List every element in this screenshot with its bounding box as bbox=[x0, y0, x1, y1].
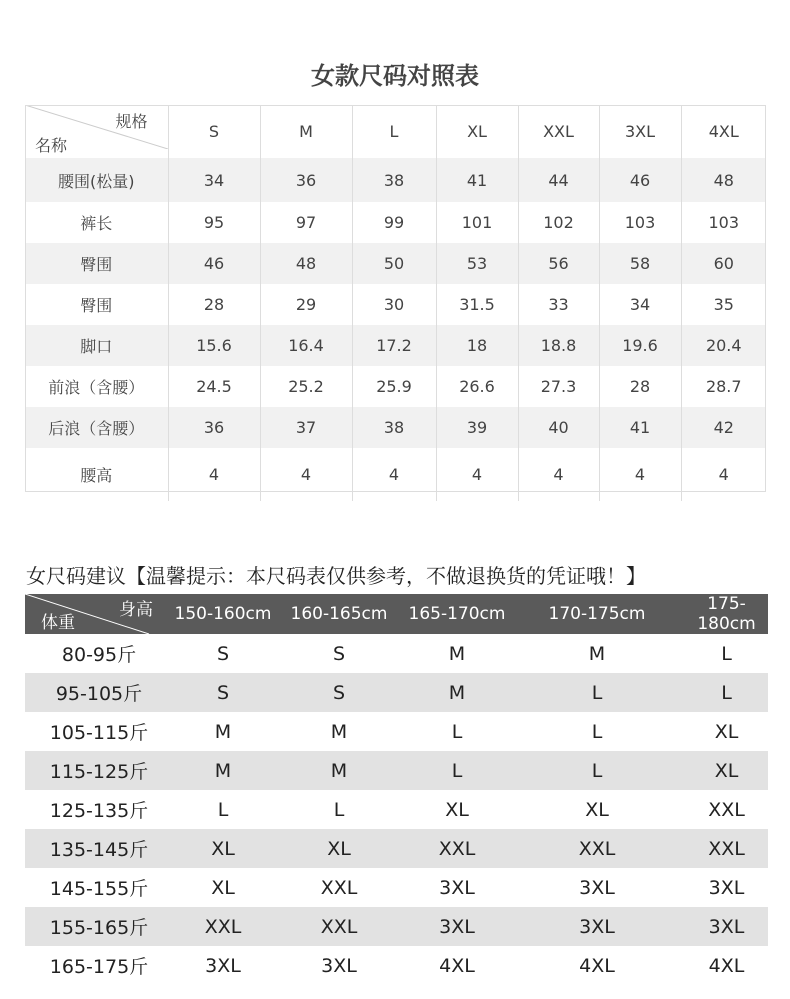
size-header-m: M bbox=[260, 105, 352, 158]
measurement-name: 臀围 bbox=[25, 243, 168, 284]
suggested-size: L bbox=[405, 751, 509, 790]
measurement-value: 36 bbox=[260, 158, 352, 202]
measurement-value: 18.8 bbox=[518, 325, 599, 366]
suggested-size: 3XL bbox=[405, 907, 509, 946]
suggested-size: 3XL bbox=[708, 876, 745, 899]
weight-range: 115-125斤 bbox=[25, 751, 173, 790]
measurement-value: 34 bbox=[168, 158, 260, 202]
weight-range: 95-105斤 bbox=[25, 673, 173, 712]
measurement-value: 40 bbox=[518, 407, 599, 448]
measurement-value: 20.4 bbox=[681, 325, 766, 366]
measurement-name: 腰高 bbox=[80, 466, 113, 485]
suggested-size: L bbox=[591, 720, 603, 743]
measurement-value: 60 bbox=[681, 243, 766, 284]
measurement-value: 48 bbox=[260, 243, 352, 284]
weight-range: 165-175斤 bbox=[49, 956, 149, 978]
measurement-value: 15.6 bbox=[168, 325, 260, 366]
measurement-value: 25.2 bbox=[260, 366, 352, 407]
suggestion-row bbox=[25, 907, 768, 946]
measurement-value: 58 bbox=[599, 243, 681, 284]
suggested-size: L bbox=[451, 720, 463, 743]
corner-label-height: 身高 bbox=[119, 600, 153, 620]
suggestion-table bbox=[25, 594, 768, 985]
measurement-value: 35 bbox=[681, 284, 766, 325]
suggested-size: S bbox=[332, 642, 346, 665]
measurement-value: 28 bbox=[599, 366, 681, 407]
suggested-size: L bbox=[333, 798, 345, 821]
measurement-value: 18 bbox=[436, 325, 518, 366]
suggested-size: S bbox=[173, 673, 273, 712]
weight-range: 145-155斤 bbox=[49, 878, 149, 900]
weight-range: 105-115斤 bbox=[49, 722, 149, 744]
size-chart-row bbox=[25, 158, 766, 202]
suggested-size: L bbox=[721, 642, 732, 665]
measurement-value: 30 bbox=[352, 284, 436, 325]
height-header-4: 170-175cm bbox=[509, 594, 685, 634]
suggested-size: XL bbox=[445, 798, 469, 821]
suggested-size: L bbox=[509, 673, 685, 712]
height-header-3: 165-170cm bbox=[405, 594, 509, 634]
suggestion-row bbox=[25, 634, 768, 673]
measurement-value: 4 bbox=[518, 448, 599, 501]
measurement-value: 53 bbox=[436, 243, 518, 284]
measurement-name: 裤长 bbox=[80, 214, 113, 233]
measurement-value: 28 bbox=[168, 284, 260, 325]
size-header-l: L bbox=[352, 105, 436, 158]
measurement-value: 4 bbox=[436, 448, 518, 501]
suggested-size: 3XL bbox=[509, 907, 685, 946]
suggested-size: 3XL bbox=[321, 954, 357, 977]
size-chart-table bbox=[25, 105, 766, 501]
suggestion-header-row bbox=[25, 594, 768, 634]
suggested-size: S bbox=[216, 642, 230, 665]
size-header-s: S bbox=[168, 105, 260, 158]
measurement-value: 95 bbox=[168, 202, 260, 243]
weight-range: 135-145斤 bbox=[25, 829, 173, 868]
measurement-value: 102 bbox=[518, 202, 599, 243]
measurement-value: 4 bbox=[168, 448, 260, 501]
measurement-value: 101 bbox=[436, 202, 518, 243]
measurement-value: 103 bbox=[681, 202, 766, 243]
suggestion-row bbox=[25, 673, 768, 712]
suggestion-corner-cell bbox=[25, 594, 173, 634]
suggested-size: XL bbox=[273, 829, 405, 868]
weight-range: 155-165斤 bbox=[25, 907, 173, 946]
measurement-value: 99 bbox=[352, 202, 436, 243]
suggested-size: 3XL bbox=[579, 876, 615, 899]
size-header-xl: XL bbox=[436, 105, 518, 158]
suggested-size: XL bbox=[714, 720, 739, 743]
size-chart-row bbox=[25, 448, 766, 501]
suggestion-row bbox=[25, 829, 768, 868]
weight-range: 80-95斤 bbox=[61, 644, 137, 666]
measurement-value: 17.2 bbox=[352, 325, 436, 366]
suggested-size: XL bbox=[685, 751, 768, 790]
corner-label-spec: 规格 bbox=[115, 112, 148, 131]
suggested-size: M bbox=[448, 642, 466, 665]
suggested-size: M bbox=[273, 751, 405, 790]
suggestion-row bbox=[25, 790, 768, 829]
size-chart-corner-cell bbox=[25, 105, 168, 158]
suggested-size: 3XL bbox=[205, 954, 241, 977]
measurement-value: 4 bbox=[260, 448, 352, 501]
suggested-size: 4XL bbox=[708, 954, 745, 977]
suggested-size: M bbox=[330, 720, 348, 743]
measurement-value: 38 bbox=[352, 158, 436, 202]
suggested-size: XXL bbox=[273, 907, 405, 946]
measurement-value: 48 bbox=[681, 158, 766, 202]
measurement-value: 36 bbox=[168, 407, 260, 448]
suggested-size: XL bbox=[173, 829, 273, 868]
measurement-name: 臀围 bbox=[80, 296, 113, 315]
measurement-value: 16.4 bbox=[260, 325, 352, 366]
suggested-size: XXL bbox=[320, 876, 358, 899]
size-header-4xl: 4XL bbox=[681, 105, 766, 158]
measurement-value: 39 bbox=[436, 407, 518, 448]
measurement-name: 前浪（含腰） bbox=[48, 378, 145, 397]
size-chart-row bbox=[25, 202, 766, 243]
measurement-value: 46 bbox=[599, 158, 681, 202]
suggested-size: M bbox=[588, 642, 606, 665]
measurement-value: 28.7 bbox=[681, 366, 766, 407]
measurement-value: 4 bbox=[681, 448, 766, 501]
measurement-value: 24.5 bbox=[168, 366, 260, 407]
suggested-size: XXL bbox=[509, 829, 685, 868]
measurement-value: 41 bbox=[599, 407, 681, 448]
measurement-value: 97 bbox=[260, 202, 352, 243]
size-header-xxl: XXL bbox=[518, 105, 599, 158]
suggestion-row bbox=[25, 712, 768, 751]
measurement-name: 后浪（含腰） bbox=[25, 407, 168, 448]
measurement-name: 脚口 bbox=[25, 325, 168, 366]
measurement-value: 103 bbox=[599, 202, 681, 243]
suggested-size: XXL bbox=[708, 798, 745, 821]
measurement-value: 41 bbox=[436, 158, 518, 202]
suggested-size: S bbox=[273, 673, 405, 712]
measurement-value: 46 bbox=[168, 243, 260, 284]
measurement-value: 34 bbox=[599, 284, 681, 325]
corner-label-weight: 体重 bbox=[41, 613, 75, 633]
measurement-value: 26.6 bbox=[436, 366, 518, 407]
size-chart-row bbox=[25, 325, 766, 366]
size-chart-row bbox=[25, 243, 766, 284]
measurement-value: 29 bbox=[260, 284, 352, 325]
suggested-size: M bbox=[405, 673, 509, 712]
measurement-value: 44 bbox=[518, 158, 599, 202]
suggested-size: XXL bbox=[173, 907, 273, 946]
measurement-value: 27.3 bbox=[518, 366, 599, 407]
measurement-value: 33 bbox=[518, 284, 599, 325]
suggestion-title: 女尺码建议【温馨提示：本尺码表仅供参考，不做退换货的凭证哦！】 bbox=[26, 564, 646, 588]
weight-range: 125-135斤 bbox=[49, 800, 149, 822]
suggestion-row bbox=[25, 868, 768, 907]
measurement-value: 4 bbox=[352, 448, 436, 501]
height-header-2: 160-165cm bbox=[273, 594, 405, 634]
corner-label-name: 名称 bbox=[35, 136, 68, 155]
measurement-value: 37 bbox=[260, 407, 352, 448]
suggestion-row bbox=[25, 751, 768, 790]
measurement-name: 腰围(松量) bbox=[25, 158, 168, 202]
measurement-value: 31.5 bbox=[436, 284, 518, 325]
suggested-size: L bbox=[217, 798, 229, 821]
height-header-5: 175-180cm bbox=[685, 594, 768, 634]
measurement-value: 50 bbox=[352, 243, 436, 284]
suggested-size: 3XL bbox=[685, 907, 768, 946]
measurement-value: 42 bbox=[681, 407, 766, 448]
measurement-value: 19.6 bbox=[599, 325, 681, 366]
size-chart-row bbox=[25, 407, 766, 448]
suggested-size: 4XL bbox=[439, 954, 475, 977]
measurement-value: 25.9 bbox=[352, 366, 436, 407]
suggested-size: L bbox=[685, 673, 768, 712]
height-header-1: 150-160cm bbox=[173, 594, 273, 634]
suggested-size: M bbox=[173, 751, 273, 790]
size-header-3xl: 3XL bbox=[599, 105, 681, 158]
suggested-size: XL bbox=[211, 876, 235, 899]
suggested-size: 4XL bbox=[579, 954, 615, 977]
size-chart-row bbox=[25, 366, 766, 407]
suggested-size: L bbox=[509, 751, 685, 790]
suggested-size: XXL bbox=[405, 829, 509, 868]
size-chart-header-row bbox=[25, 105, 766, 158]
measurement-value: 4 bbox=[599, 448, 681, 501]
measurement-value: 56 bbox=[518, 243, 599, 284]
size-chart-title: 女款尺码对照表 bbox=[311, 62, 479, 90]
suggested-size: 3XL bbox=[439, 876, 475, 899]
suggested-size: XL bbox=[585, 798, 609, 821]
measurement-value: 38 bbox=[352, 407, 436, 448]
suggested-size: M bbox=[214, 720, 232, 743]
suggested-size: XXL bbox=[685, 829, 768, 868]
suggestion-row bbox=[25, 946, 768, 985]
size-chart-row bbox=[25, 284, 766, 325]
